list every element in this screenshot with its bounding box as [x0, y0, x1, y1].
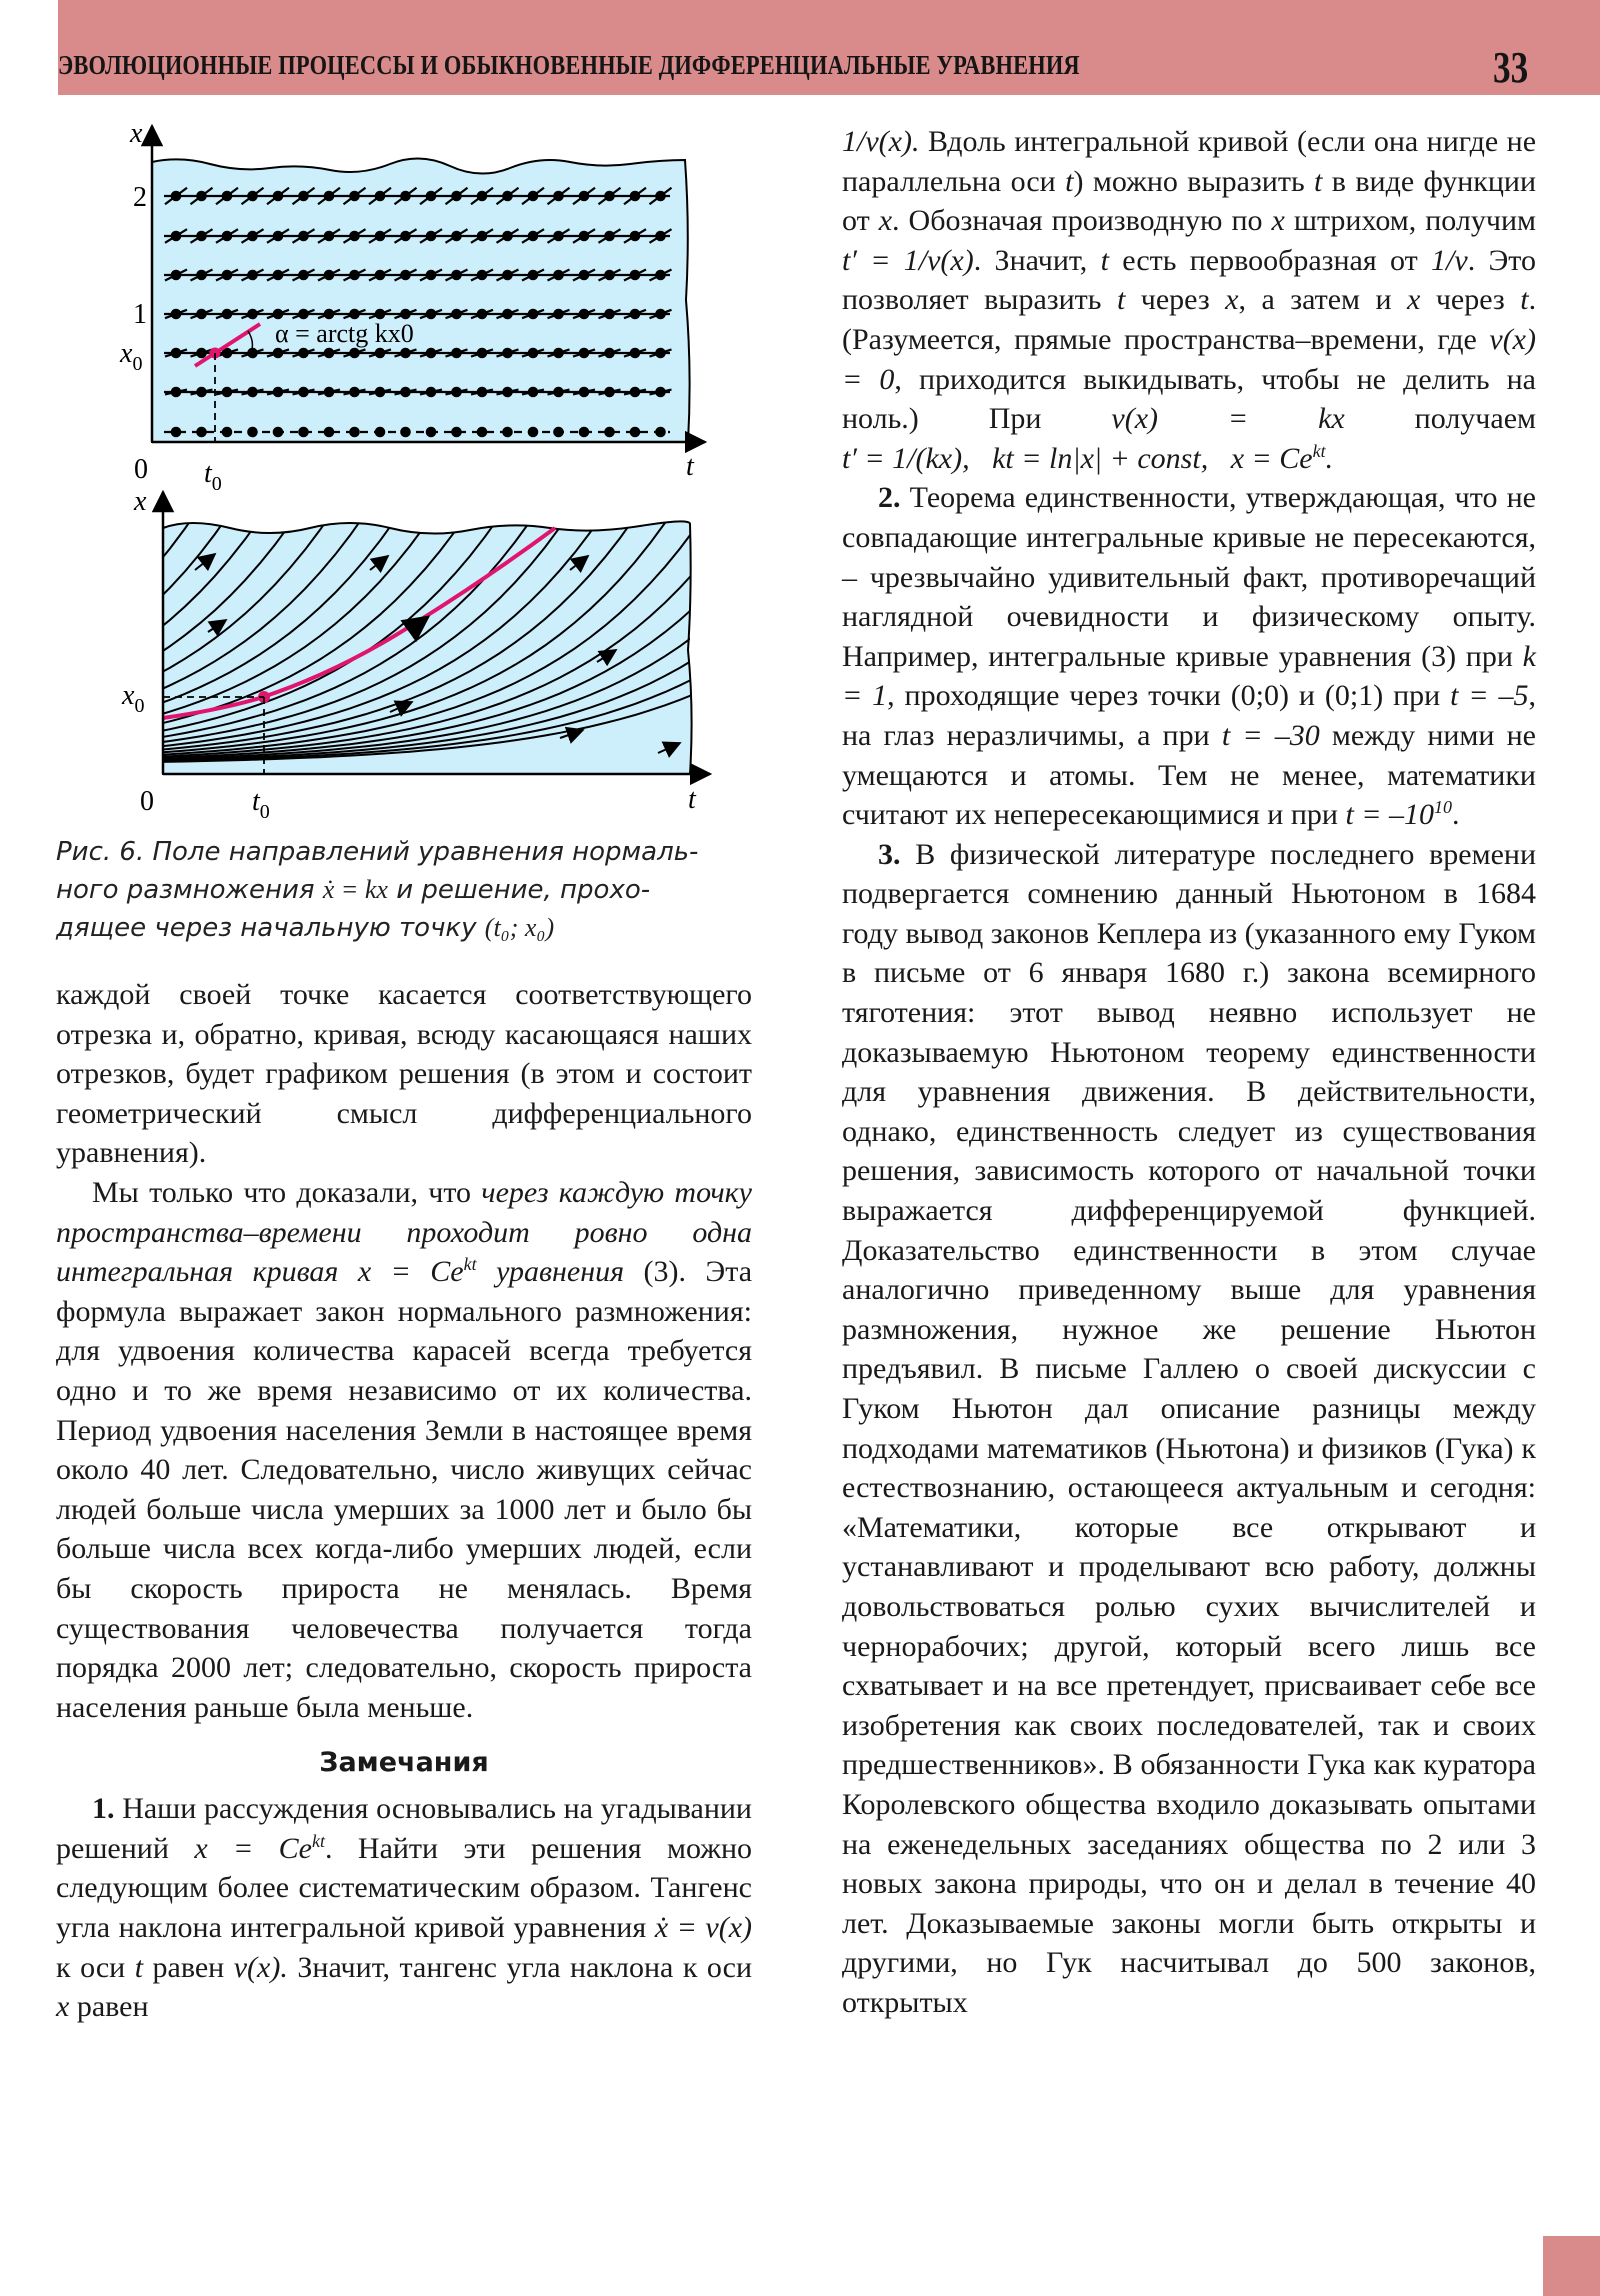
top-origin-label: 0 — [134, 454, 148, 485]
figure-6 — [100, 110, 720, 835]
remark-1: 1. Наши рассуждения основывались на угадывании решений $x = Ce^{kt}$. Найти эти решения можно следующим более систематическим образом. Тангенс угла наклона интегральной кривой уравнения ẋ = v(x) к оси t равен v(x). Значит, тангенс угла наклона к оси x равен — [56, 1792, 753, 2024]
caption-line-1: Рис. 6. Поле направлений уравнения нормаль- — [56, 837, 699, 867]
direction-field-diagram — [100, 110, 720, 830]
caption-line-3: дящее через начальную точку (t₀; x₀) — [56, 913, 555, 943]
bottom-origin-label: 0 — [140, 786, 154, 817]
right-column — [842, 122, 1536, 2023]
remark-3: 3. В физической литературе последнего времени подвергается сомнению данный Ньютоном в 1684 году вывод законов Кеплера из (указанного ему Гуком в письме от 6 января 1680 г.) закона всемирного тяготения: этот вывод неявно использует не доказываемую Ньютоном теорему единственности для уравнения движения. В действительности, однако, единственность следует из существования решения, зависимость которого от начальной точки выражается дифференцируемой функцией. Доказательство единственности в этом случае аналогично приведенному выше для уравнения размножения, нужное же решение Ньютон предъявил. В письме Галлею о своей дискуссии с Гуком Ньютон дал описание разницы между подходами математиков (Ньютона) и физиков (Гука) к естествознанию, остающееся актуальным и сегодня: «Математики, которые все открывают и устанавливают и проделывают всю работу, должны довольствоваться ролью сухих вычислителей и чернорабочих; другой, который всего лишь все схватывает и на все претендует, присваивает себе все изобретения как своих последователей, так и своих предшественников». В обязанности Гука как куратора Королевского общества входило доказывать опытами на еженедельных заседаниях общества по 2 или 3 новых закона природы, что он и делал в течение 40 лет. Доказываемые законы могли быть открыты и другими, но Гук насчитывал до 500 законов, открытых — [842, 837, 1537, 2019]
paragraph: 1/v(x). Вдоль интегральной кривой (если она нигде не параллельна оси t) можно выразить t в виде функции от x. Обозначая производную по x штрихом, получим t′ = 1/v(x). Значит, t есть первообразная от 1/v. Это позволяет выразить t через x, а затем и x через t. (Разумеется, прямые пространства–времени, где v(x) = 0, приходится выкидывать, чтобы не делить на ноль.) При v(x) = kx получаем t′ = 1/(kx), kt = ln|x| + const, $x = Ce^{kt}$. — [842, 125, 1537, 475]
tick-2: 2 — [133, 182, 147, 213]
caption-line-2: ного размножения ẋ = kx и решение, прохо- — [56, 875, 651, 905]
bottom-x-axis-label: t — [688, 784, 696, 815]
top-y-axis-label: x — [130, 118, 143, 149]
top-x-axis-label: t — [686, 451, 694, 482]
remark-2: 2. Теорема единственности, утверждающая, что не совпадающие интегральные кривые не пересекаются, – чрезвычайно удивительный факт, противоречащий наглядной очевидности и физическому опыту. Например, интегральные кривые уравнения (3) при k = 1, проходящие через точки (0;0) и (0;1) при t = –5, на глаз неразличимы, а при t = –30 между ними не умещаются и атомы. Тем не менее, математики считают их непересекающимися и при $t = -10^{10}$. — [842, 481, 1536, 832]
paragraph: Мы только что доказали, что через каждую точку пространства–времени проходит ровно одна интегральная кривая $x = Ce^{kt}$ уравнения (3). Эта формула выражает закон нормального размножения: для удвоения количества карасей всегда требуется одно и то же время независимо от их количества. Период удвоения населения Земли в настоящее время около 40 лет. Следовательно, число живущих сейчас людей больше числа умерших за 1000 лет и было бы больше числа всех когда-либо умерших людей, если бы скорость прироста не менялась. Время существования человечества получается тогда порядка 2000 лет; следовательно, скорость прироста населения раньше была меньше. — [56, 1175, 753, 1724]
paragraph: каждой своей точке касается соответствующего отрезка и, обратно, кривая, всюду касающаяся наших отрезков, будет графиком решения (в этом и состоит геометрический смысл дифференциального уравнения). — [56, 978, 752, 1170]
running-header-title: ЭВОЛЮЦИОННЫЕ ПРОЦЕССЫ И ОБЫКНОВЕННЫЕ ДИФФЕРЕНЦИАЛЬНЫЕ УРАВНЕНИЯ — [58, 50, 1080, 80]
remarks-heading: Замечания — [319, 1747, 489, 1779]
tick-x0: $x_0$ — [120, 338, 143, 375]
slope-annotation: α = arctg kx0 — [275, 319, 414, 348]
bottom-tick-x0: $x_0$ — [122, 680, 145, 717]
left-column — [56, 975, 752, 2027]
tick-1: 1 — [133, 299, 147, 330]
tick-t0: $t_0$ — [204, 458, 222, 495]
bottom-tick-t0: $t_0$ — [252, 786, 270, 823]
bottom-y-axis-label: x — [134, 486, 147, 517]
page-number: 33 — [1493, 43, 1529, 92]
figure-caption — [56, 833, 756, 947]
top-panel — [119, 118, 705, 495]
page-corner-tab — [1543, 2236, 1600, 2296]
